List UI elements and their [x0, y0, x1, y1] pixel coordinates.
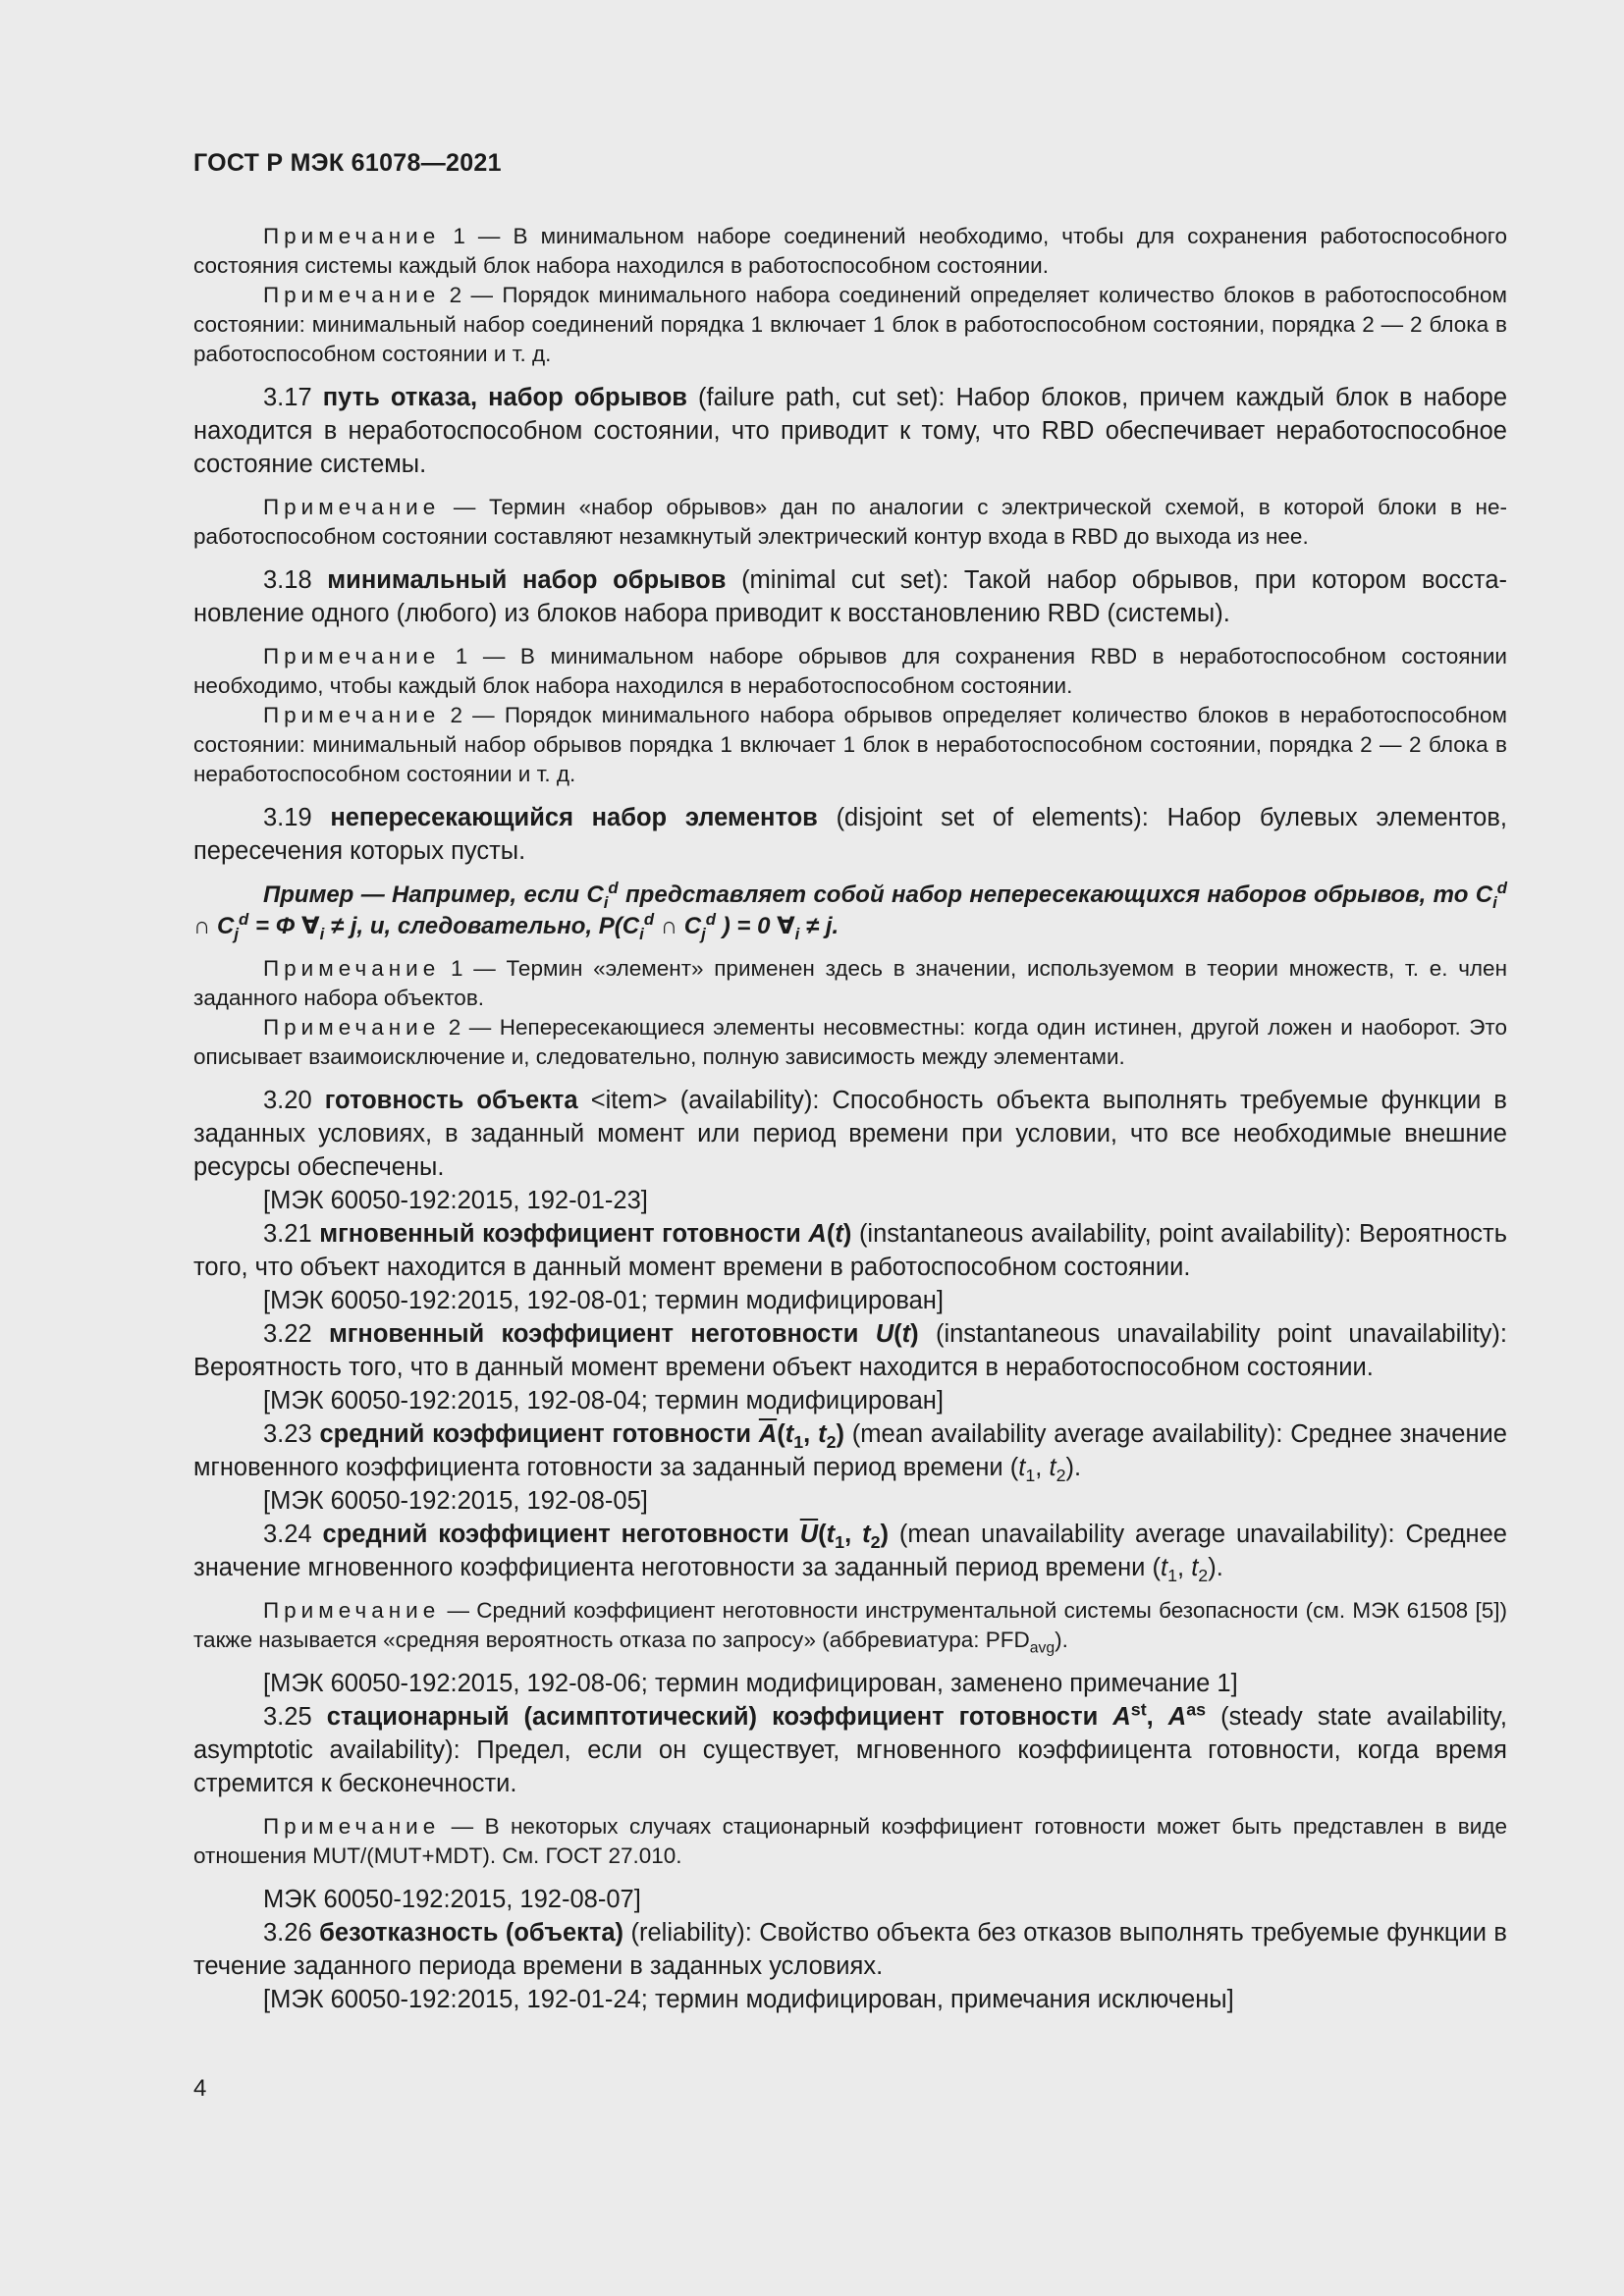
source-reference: МЭК 60050-192:2015, 192-08-07]: [263, 1886, 641, 1913]
term-definition: (reliability): Свойство объекта без отказов выполнять требуемые функции в течение заданного периода времени в заданных условиях.: [193, 1919, 1507, 1980]
note-label: Примечание: [263, 1015, 441, 1040]
math-symbol: C: [1475, 881, 1493, 908]
math-sub: 2: [870, 1532, 881, 1553]
note-text: Термин «элемент» применен здесь в значении, используемом в теории множеств, т. е. член заданного набора объектов.: [193, 956, 1507, 1010]
note-number: —: [451, 1814, 474, 1839]
term-title: непересекающийся набор элементов: [330, 804, 818, 831]
term-number: 3.19: [263, 804, 312, 831]
math-symbol: ∩: [193, 913, 211, 939]
note-text: В минимальном наборе обрывов для сохранения RBD в неработоспособном состоянии необходимо, чтобы каждый блок набора находился в неработоспособном состоянии.: [193, 644, 1507, 698]
note-text: Непересекающиеся элементы несовместны: когда один истинен, другой ложен и наоборот. Это описывает взаимоисключение и, следовательно, полную зависимость между элементами.: [193, 1015, 1507, 1069]
note-block: [193, 493, 1507, 552]
term-definition: (disjoint set of elements): Набор булевых элементов, пересечения которых пусты.: [193, 804, 1507, 865]
note-label: Примечание: [263, 1814, 441, 1839]
term-number: 3.18: [263, 566, 312, 594]
term-3-21: 3.21 мгновенный коэффициент готовности A(t) (instantaneous availability, point availability): Вероятность того, что объект находится в данный момент времени в работоспособном состоянии.: [193, 1220, 1507, 1281]
math-sup: d: [1496, 879, 1507, 897]
note-text: В минимальном наборе соединений необходимо, чтобы для сохранения работоспособного состояния системы каждый блок набора находился в работоспособном состоянии.: [193, 224, 1507, 278]
math-sub: i: [794, 924, 800, 943]
term-3-19: [193, 801, 1507, 868]
note-text: ).: [1055, 1628, 1068, 1652]
source-reference: [МЭК 60050-192:2015, 192-08-01; термин модифицирован]: [263, 1287, 944, 1314]
math-sub: i: [639, 924, 644, 943]
note-text: Порядок минимального набора обрывов определяет количество блоков в неработоспособном состоянии: минимальный набор обрывов порядка 1 включает 1 блок в неработоспособном состоянии, порядка 2 — 2 блока в неработоспособном состоянии и т. д.: [193, 703, 1507, 786]
math-sub: 1: [1167, 1566, 1178, 1586]
math-sub: 1: [835, 1532, 845, 1553]
math-sup: d: [239, 910, 249, 929]
math-sub: i: [603, 892, 609, 912]
term-number: 3.26: [263, 1919, 312, 1947]
math-symbol: t: [818, 1420, 827, 1448]
math-symbol: = Φ ∀: [254, 913, 320, 939]
term-3-18: [193, 563, 1507, 630]
note-number: 2 —: [449, 283, 493, 307]
page-content: [193, 222, 1507, 2016]
note-block: [193, 1013, 1507, 1072]
note-number: 1 —: [453, 224, 501, 248]
note-number: —: [447, 1598, 469, 1623]
math-symbol: t: [862, 1521, 871, 1548]
note-block: [193, 701, 1507, 789]
note-number: —: [453, 495, 476, 519]
term-3-17: [193, 381, 1507, 481]
math-symbol: $\overline{U}$: [799, 1521, 819, 1548]
math-sub: 2: [826, 1432, 837, 1453]
math-symbol: t: [785, 1420, 794, 1448]
term-title: мгновенный коэффициент неготовности: [328, 1320, 859, 1348]
note-label: Примечание: [263, 224, 441, 248]
term-number: 3.25: [263, 1703, 312, 1731]
term-title: мгновенный коэффициент готовности: [319, 1220, 801, 1248]
source-reference: [МЭК 60050-192:2015, 192-01-23]: [263, 1187, 648, 1214]
math-symbol: C: [217, 913, 235, 939]
math-sup: as: [1186, 1699, 1207, 1720]
math-sub: i: [1492, 892, 1497, 912]
example-block: [193, 880, 1507, 942]
note-label: Примечание: [263, 495, 441, 519]
math-symbol: t: [1018, 1454, 1026, 1481]
math-symbol: t: [1049, 1454, 1056, 1481]
term-definition: (minimal cut set): Такой набор обрывов, при котором восстановление одного (любого) из блоков набора приводит к восстановлению RBD (системы).: [193, 566, 1508, 627]
note-number: 2 —: [450, 703, 495, 727]
term-title: средний коэффициент готовности: [319, 1420, 752, 1448]
note-block: [193, 281, 1507, 369]
math-symbol: t: [835, 1220, 843, 1248]
page-header: ГОСТ Р МЭК 61078—2021: [193, 149, 502, 177]
source-reference: [МЭК 60050-192:2015, 192-08-05]: [263, 1487, 648, 1515]
source-reference: [МЭК 60050-192:2015, 192-01-24; термин модифицирован, примечания исключены]: [263, 1986, 1234, 2013]
note-label: Примечание: [263, 644, 441, 668]
math-symbol: t: [1191, 1554, 1199, 1581]
math-symbol: ∩: [660, 913, 678, 939]
term-3-20: [193, 1084, 1507, 1184]
math-symbol: C: [586, 881, 604, 908]
math-sub: i: [319, 924, 325, 943]
note-number: 1 —: [450, 956, 496, 981]
term-definition: (steady state availability, asymptotic availability): Предел, если он существует, мгновенного коэффиицента готовности, когда время стремится к бесконечности.: [193, 1703, 1507, 1797]
note-text: Порядок минимального набора соединений определяет количество блоков в работоспособном состоянии: минимальный набор соединений порядка 1 включает 1 блок в работоспособном состоянии, порядка 2 — 2 блока в работоспособном состоянии и т. д.: [193, 283, 1507, 366]
note-label: Примечание: [263, 956, 441, 981]
term-title: средний коэффициент неготовности: [322, 1521, 789, 1548]
note-text: В некоторых случаях стационарный коэффициент готовности может быть представлен в виде отношения MUT/(MUT+MDT). См. ГОСТ 27.010.: [193, 1814, 1507, 1868]
note-block: [193, 1596, 1507, 1655]
term-number: 3.23: [263, 1420, 312, 1448]
term-3-22: 3.22 мгновенный коэффициент неготовности U(t) (instantaneous unavailability point unavailability): Вероятность того, что в данный момент времени объект находится в неработоспособном состоянии.: [193, 1320, 1507, 1381]
math-sup: d: [608, 879, 619, 897]
source-reference: [МЭК 60050-192:2015, 192-08-04; термин модифицирован]: [263, 1387, 944, 1415]
term-3-25: 3.25 стационарный (асимптотический) коэффициент готовности $A^{st}$, $A^{as}$ (steady state availability, asymptotic availability): Предел, если он существует, мгновенного коэффиицента готовности, когда время стремится к бесконечности.: [193, 1699, 1507, 1797]
math-symbol: A: [1112, 1703, 1131, 1731]
math-symbol: C: [683, 913, 702, 939]
source-reference: [МЭК 60050-192:2015, 192-08-06; термин модифицирован, заменено примечание 1]: [263, 1670, 1238, 1697]
term-number: 3.20: [263, 1087, 312, 1114]
note-number: 2 —: [448, 1015, 492, 1040]
term-number: 3.22: [263, 1320, 312, 1348]
math-sup: st: [1130, 1699, 1147, 1720]
math-sup: d: [643, 910, 655, 929]
math-sub: 1: [793, 1432, 804, 1453]
term-definition: (failure path, cut set): Набор блоков, причем каждый блок в наборе находится в неработоспособном состоянии, что приводит к тому, что RBD обеспечивает неработоспособное состояние системы.: [193, 384, 1507, 478]
example-text: ≠ j, и, следовательно, P(: [330, 913, 623, 939]
term-definition: (instantaneous unavailability point unavailability): Вероятность того, что в данный момент времени объект находится в неработоспособном состоянии.: [193, 1320, 1507, 1381]
term-3-24: 3.24 средний коэффициент неготовности $\overline{U}(t_1$, $t_2$) (mean unavailability average unavailability): Среднее значение мгновенного коэффициента неготовности за заданный период времени ($t_1$, $t_2$).: [193, 1521, 1507, 1586]
term-number: 3.17: [263, 384, 312, 411]
example-text: ≠ j.: [806, 913, 839, 939]
math-symbol: t: [1160, 1554, 1168, 1581]
note-text: Термин «набор обрывов» дан по аналогии с электрической схемой, в которой блоки в неработоспособном состоянии составляют незамкнутый электрический контур входа в RBD до выхода из нее.: [193, 495, 1507, 549]
term-3-23: 3.23 средний коэффициент готовности $\overline{A}(t_1$, $t_2$) (mean availability average availability): Среднее значение мгновенного коэффициента готовности за заданный период времени ($t_1$, $t_2$).: [193, 1420, 1507, 1486]
note-block: [193, 222, 1507, 281]
math-sub: 2: [1198, 1566, 1209, 1586]
page-number: 4: [193, 2075, 207, 2102]
note-block: [193, 954, 1507, 1013]
term-definition: (mean availability average availability): Среднее значение мгновенного коэффициента готовности за заданный период времени: [193, 1420, 1507, 1481]
math-sub: j: [234, 924, 240, 943]
term-title: путь отказа, набор обрывов: [322, 384, 687, 411]
note-text: Средний коэффициент неготовности инструментальной системы безопасности (см. МЭК 61508 [5]) также называется «средняя вероятность отказа по запросу» (аббревиатура: PFD: [193, 1598, 1507, 1652]
math-symbol: C: [622, 913, 640, 939]
math-symbol: U: [875, 1320, 894, 1348]
math-symbol: $\overline{A}$: [758, 1420, 778, 1448]
note-block: [193, 1812, 1507, 1871]
example-text: ) = 0 ∀: [722, 913, 795, 939]
math-sub: j: [701, 924, 706, 943]
term-title: минимальный набор обрывов: [327, 566, 727, 594]
math-sup: d: [705, 910, 717, 929]
math-sub: 1: [1025, 1466, 1036, 1486]
note-number: 1 —: [455, 644, 506, 668]
math-symbol: t: [901, 1320, 911, 1348]
math-sub: 2: [1056, 1466, 1066, 1486]
note-label: Примечание: [263, 283, 441, 307]
term-title: стационарный (асимптотический) коэффициент готовности: [326, 1703, 1099, 1731]
example-text: представляет собой набор непересекающихся наборов обрывов, то: [625, 881, 1469, 908]
math-symbol: t: [826, 1521, 836, 1548]
term-3-26: [193, 1916, 1507, 1983]
term-number: 3.24: [263, 1521, 312, 1548]
term-definition: <item> (availability): Способность объекта выполнять требуемые функции в заданных условиях, в заданный момент или период времени при условии, что все необходимые внешние ресурсы обеспечены.: [193, 1087, 1507, 1181]
note-label: Примечание: [263, 703, 441, 727]
example-text: Пример — Например, если: [263, 881, 580, 908]
note-label: Примечание: [263, 1598, 441, 1623]
math-sub: avg: [1029, 1639, 1056, 1657]
note-block: [193, 642, 1507, 701]
math-symbol: A: [808, 1220, 827, 1248]
term-title: готовность объекта: [324, 1087, 578, 1114]
term-definition: (instantaneous availability, point availability): Вероятность того, что объект находится в данный момент времени в работоспособном состоянии.: [193, 1220, 1507, 1281]
term-definition: (mean unavailability average unavailability): Среднее значение мгновенного коэффициента неготовности за заданный период времени: [193, 1521, 1507, 1581]
math-symbol: A: [1167, 1703, 1187, 1731]
term-number: 3.21: [263, 1220, 312, 1248]
term-title: безотказность (объекта): [319, 1919, 624, 1947]
